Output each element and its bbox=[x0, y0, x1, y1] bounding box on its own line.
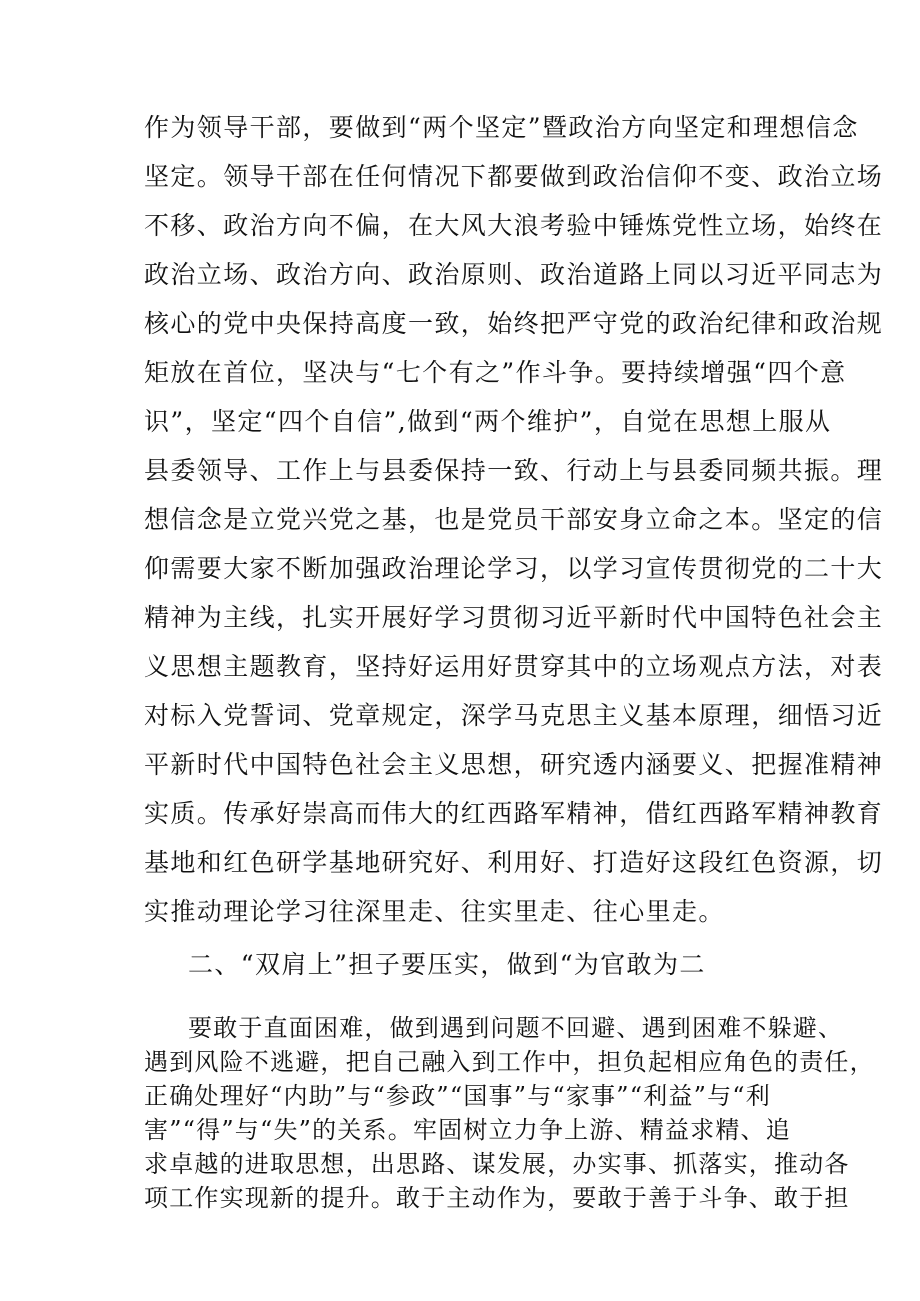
text-line: 实推动理论学习往深里走、往实里走、往心里走。 bbox=[144, 897, 725, 926]
text-line: 基地和红色研学基地研究好、利用好、打造好这段红色资源，切 bbox=[144, 848, 884, 877]
text-line: 要敢于直面困难，做到遇到问题不回避、遇到困难不躲避、 bbox=[188, 1014, 844, 1042]
text-line: 矩放在首位，坚决与“七个有之”作斗争。要持续增强“四个意 bbox=[144, 358, 847, 387]
text-line: 核心的党中央保持高度一致，始终把严守党的政治纪律和政治规 bbox=[144, 309, 884, 338]
text-line: 坚定。领导干部在任何情况下都要做到政治信仰不变、政治立场 bbox=[144, 162, 884, 191]
text-line: 实质。传承好崇高而伟大的红西路军精神，借红西路军精神教育 bbox=[144, 799, 884, 828]
text-line: 平新时代中国特色社会主义思想，研究透内涵要义、把握准精神 bbox=[144, 750, 884, 779]
text-line: 义思想主题教育，坚持好运用好贯穿其中的立场观点方法，对表 bbox=[144, 652, 884, 681]
text-line: 害”“得”与“失”的关系。牢固树立力争上游、精益求精、追 bbox=[144, 1116, 791, 1144]
text-line: 作为领导干部，要做到“两个坚定”暨政治方向坚定和理想信念 bbox=[144, 113, 859, 142]
text-line: 项工作实现新的提升。敢于主动作为，要敢于善于斗争、敢于担 bbox=[144, 1184, 850, 1212]
text-line: 想信念是立党兴党之基，也是党员干部安身立命之本。坚定的信 bbox=[144, 505, 884, 534]
text-line: 正确处理好“内助”与“参政”“国事”与“家事”“利益”与“利 bbox=[144, 1082, 771, 1110]
text-line: 对标入党誓词、党章规定，深学马克思主义基本原理，细悟习近 bbox=[144, 701, 884, 730]
text-line: 遇到风险不逃避，把自己融入到工作中，担负起相应角色的责任， bbox=[144, 1048, 875, 1076]
section-heading: 二、“双肩上”担子要压实，做到“为官敢为二 bbox=[188, 950, 706, 979]
text-line: 精神为主线，扎实开展好学习贯彻习近平新时代中国特色社会主 bbox=[144, 603, 884, 632]
text-line: 县委领导、工作上与县委保持一致、行动上与县委同频共振。理 bbox=[144, 456, 884, 485]
text-line: 政治立场、政治方向、政治原则、政治道路上同以习近平同志为 bbox=[144, 260, 884, 289]
text-line: 求卓越的进取思想，出思路、谋发展，办实事、抓落实，推动各 bbox=[144, 1150, 850, 1178]
text-line: 识”，坚定“四个自信”,做到“两个维护”，自觉在思想上服从 bbox=[144, 407, 832, 436]
text-line: 不移、政治方向不偏，在大风大浪考验中锤炼党性立场，始终在 bbox=[144, 211, 884, 240]
text-line: 仰需要大家不断加强政治理论学习，以学习宣传贯彻党的二十大 bbox=[144, 554, 884, 583]
